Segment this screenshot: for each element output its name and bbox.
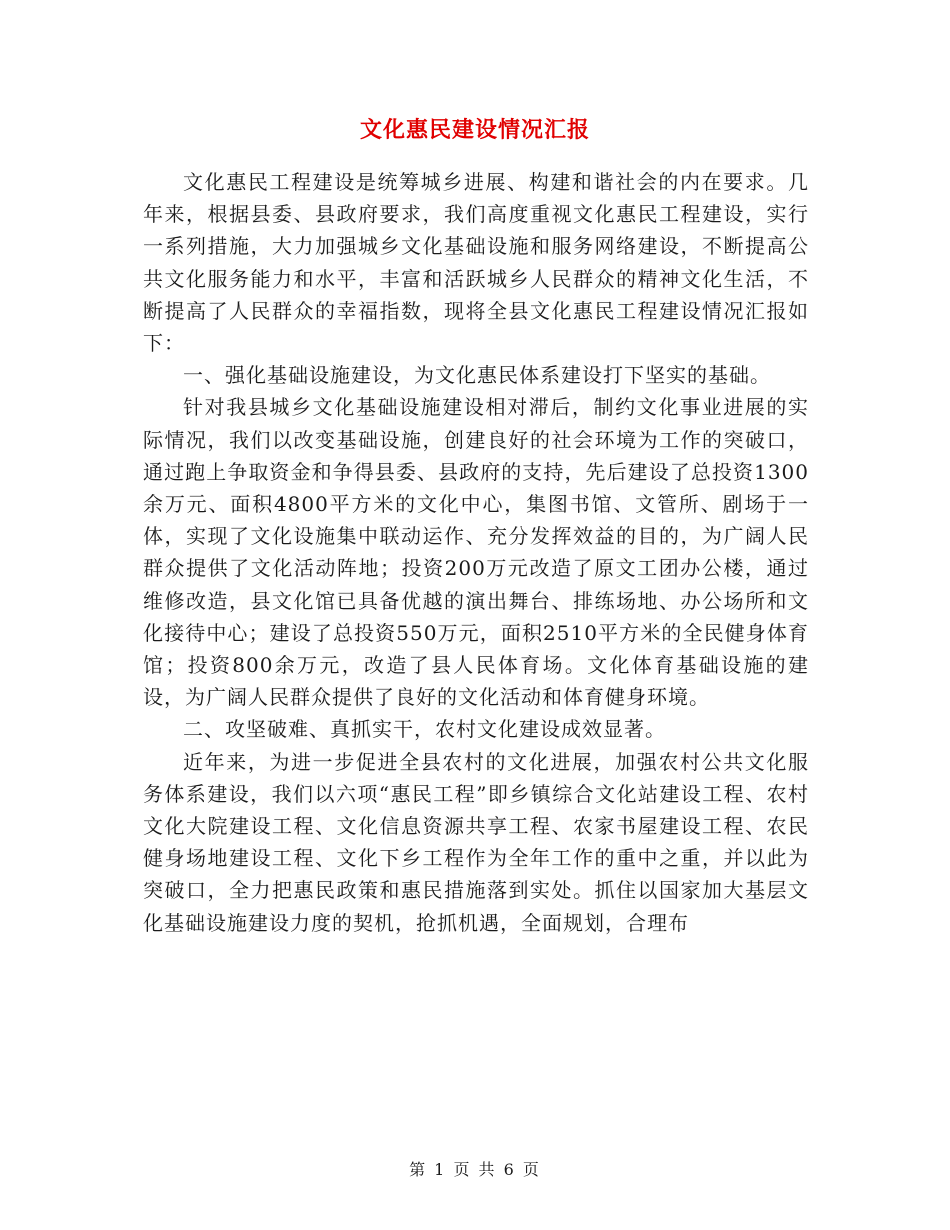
paragraph-intro: 文化惠民工程建设是统筹城乡进展、构建和谐社会的内在要求。几年来，根据县委、县政府要求，我们高度重视文化惠民工程建设，实行一系列措施，大力加强城乡文化基础设施和服务网络建设，不断提高公共文化服务能力和水平，丰富和活跃城乡人民群众的精神文化生活，不断提高了人民群众的幸福指数，现将全县文化惠民工程建设情况汇报如下： — [143, 170, 809, 356]
section-heading-2: 二、攻坚破难、真抓实干，农村文化建设成效显著。 — [183, 717, 666, 742]
paragraph-section-2: 近年来，为进一步促进全县农村的文化进展，加强农村公共文化服务体系建设，我们以六项“惠民工程”即乡镇综合文化站建设工程、农村文化大院建设工程、文化信息资源共享工程、农家书屋建设工程、农民健身场地建设工程、文化下乡工程作为全年工作的重中之重，并以此为突破口，全力把惠民政策和惠民措施落到实处。抓住以国家加大基层文化基础设施建设力度的契机，抢抓机遇，全面规划，合理布 — [143, 749, 809, 935]
paragraph-section-1: 针对我县城乡文化基础设施建设相对滞后，制约文化事业进展的实际情况，我们以改变基础设施，创建良好的社会环境为工作的突破口，通过跑上争取资金和争得县委、县政府的支持，先后建设了总投资1300余万元、面积4800平方米的文化中心，集图书馆、文管所、剧场于一体，实现了文化设施集中联动运作、充分发挥效益的目的，为广阔人民群众提供了文化活动阵地；投资200万元改造了原文工团办公楼，通过维修改造，县文化馆已具备优越的演出舞台、排练场地、办公场所和文化接待中心；建设了总投资550万元，面积2510平方米的全民健身体育馆；投资800余万元，改造了县人民体育场。文化体育基础设施的建设，为广阔人民群众提供了良好的文化活动和体育健身环境。 — [143, 395, 809, 710]
document-title: 文化惠民建设情况汇报 — [359, 118, 590, 143]
document-body — [143, 166, 809, 939]
section-heading-1: 一、强化基础设施建设，为文化惠民体系建设打下坚实的基础。 — [183, 363, 771, 388]
page-number-footer: 第 1 页 共 6 页 — [409, 1160, 541, 1179]
